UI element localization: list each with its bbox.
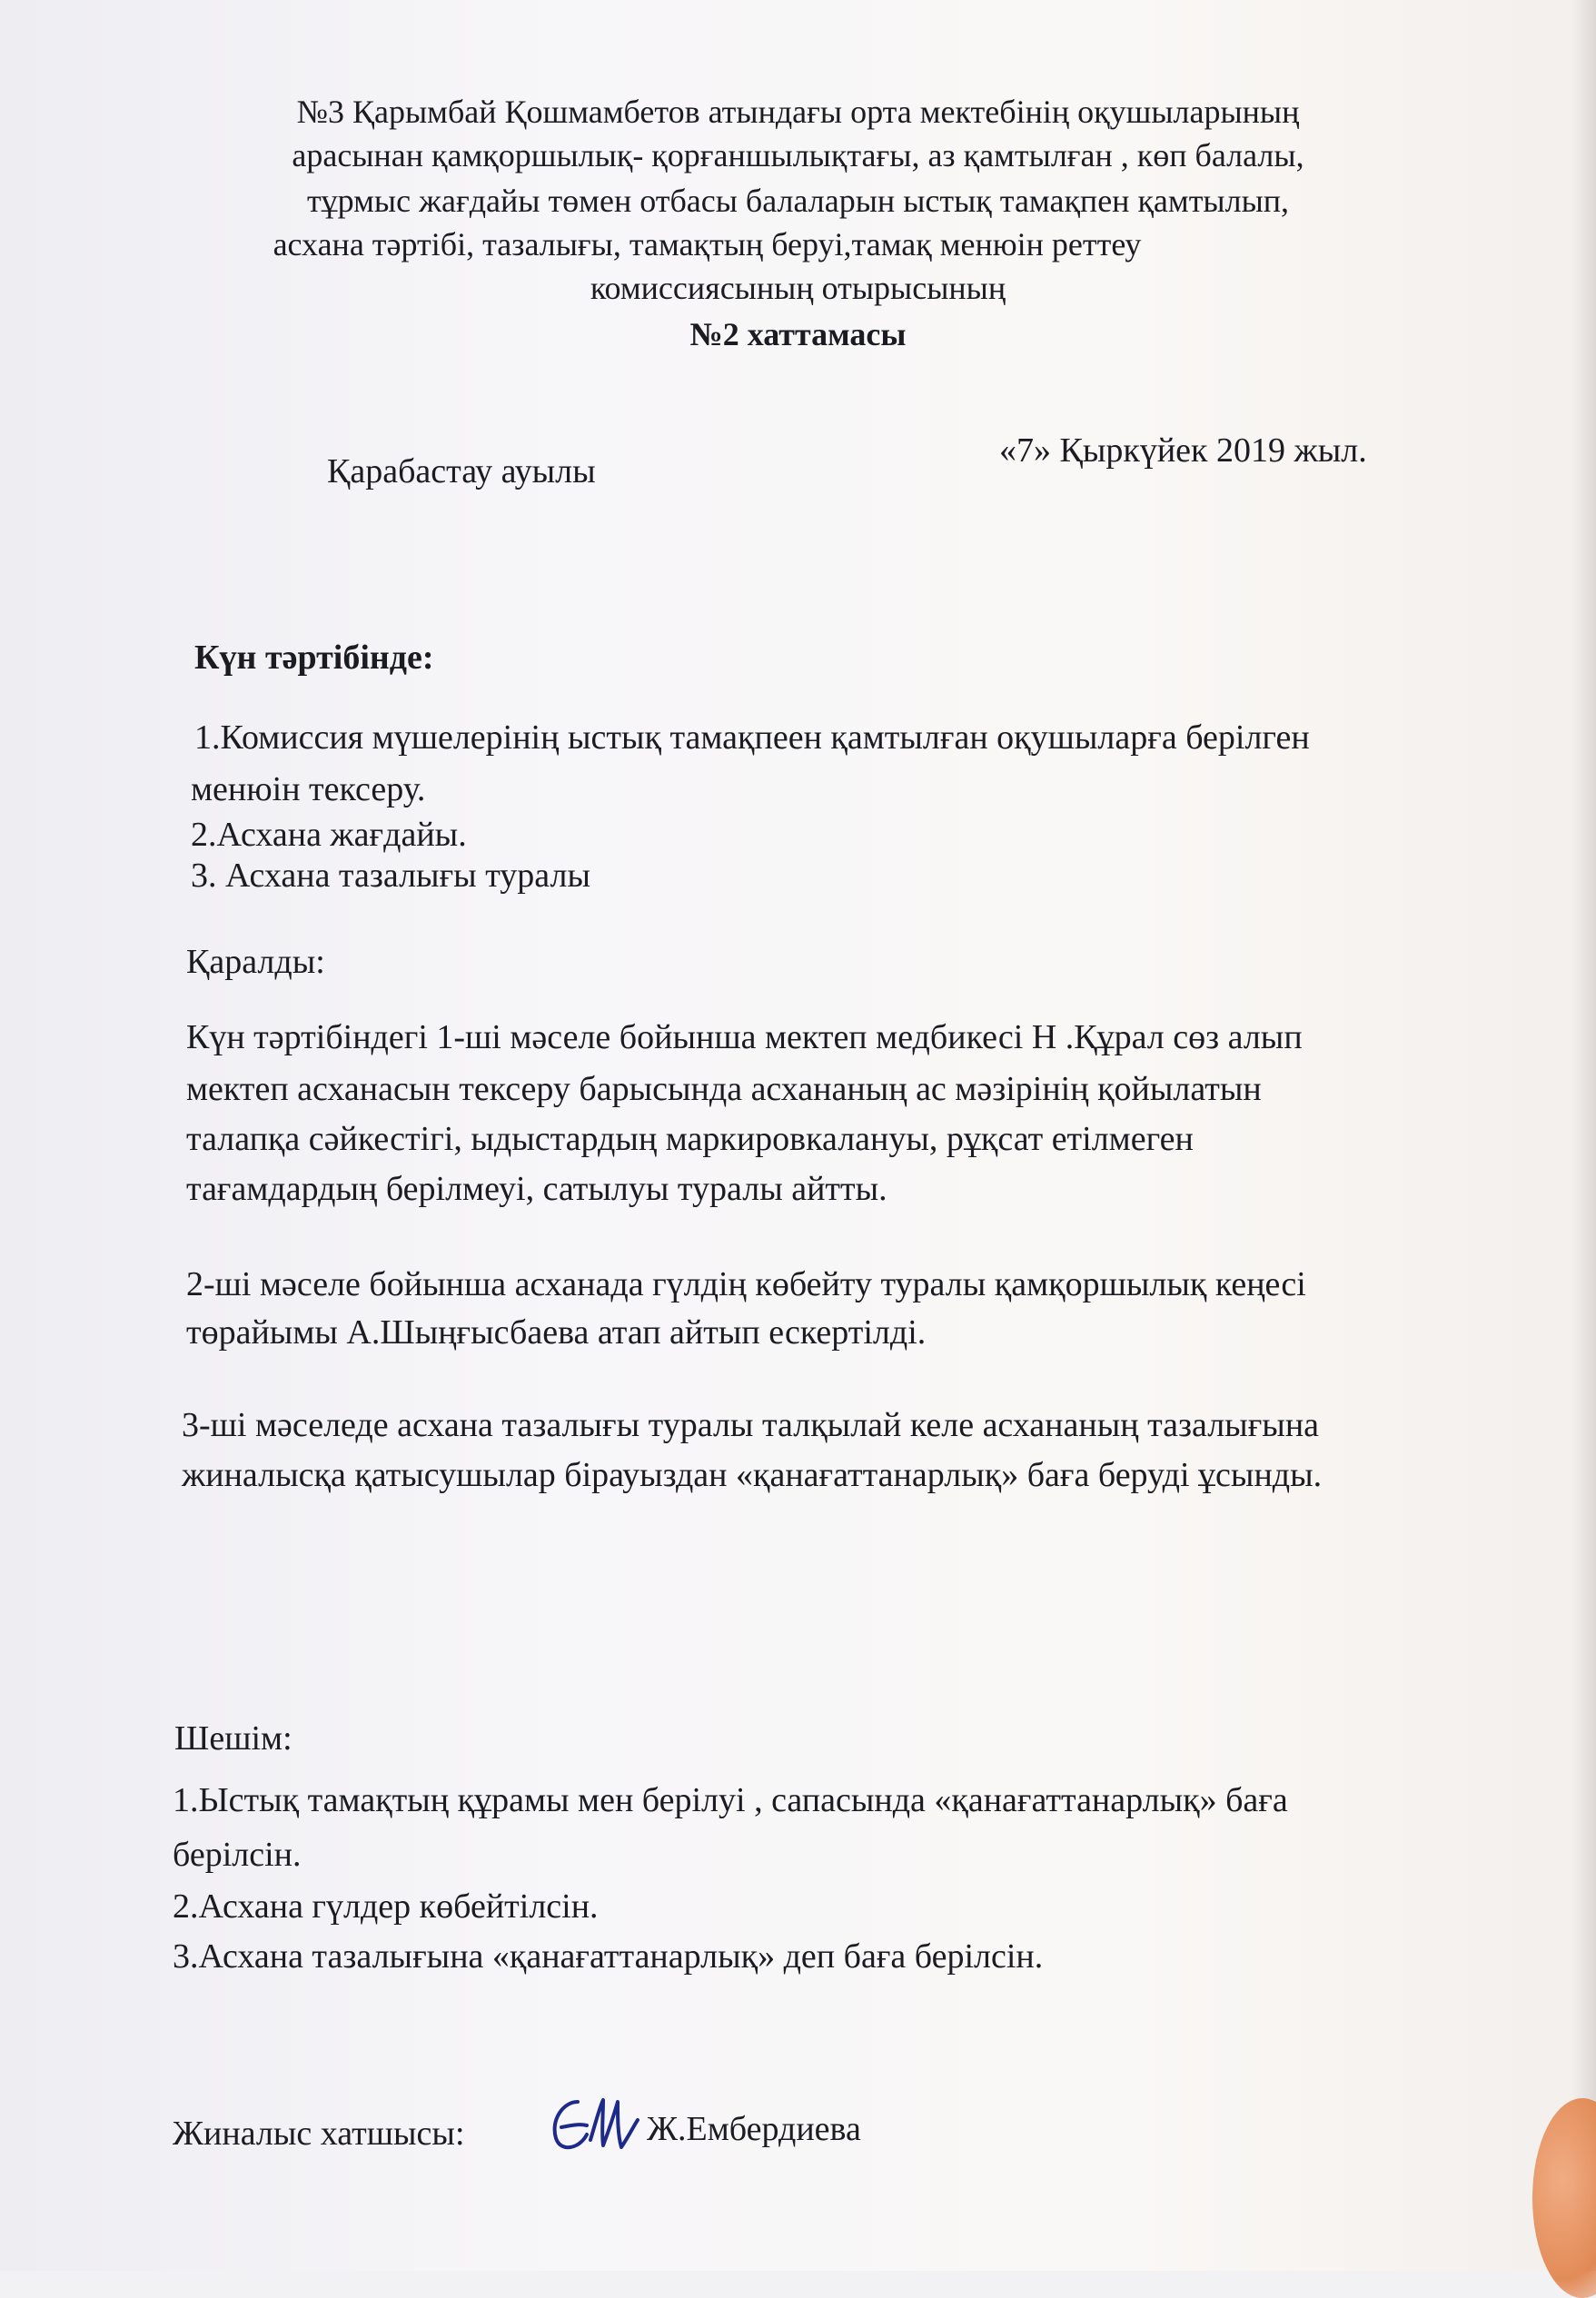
considered-p1-line-4: тағамдардың берілмеуі, сатылуы туралы айтты. bbox=[186, 1170, 887, 1208]
agenda-line-2: менюін тексеру. bbox=[191, 770, 426, 808]
considered-p3-line-2: жиналысқа қатысушылар бірауыздан «қанағаттанарлық» баға беруді ұсынды. bbox=[182, 1456, 1323, 1494]
decision-heading: Шешім: bbox=[174, 1719, 292, 1758]
agenda-line-1: 1.Комиссия мүшелерінің ыстық тамақпеен қамтылған оқушыларға берілген bbox=[194, 718, 1310, 757]
location: Қарабастау ауылы bbox=[327, 452, 596, 490]
agenda-line-4: 3. Асхана тазалығы туралы bbox=[191, 857, 590, 895]
agenda-line-3: 2.Асхана жағдайы. bbox=[191, 816, 467, 854]
decision-line-2: берілсін. bbox=[173, 1836, 302, 1874]
background-object bbox=[1532, 2098, 1596, 2298]
considered-p2-line-2: төрайымы А.Шыңғысбаева атап айтып ескертілді. bbox=[186, 1313, 927, 1352]
header-line-4: асхана тәртібі, тазалығы, тамақтың беруі,тамақ менюін реттеу bbox=[273, 226, 1142, 262]
considered-p1-line-2: мектеп асханасын тексеру барысында асхананың ас мәзірінің қойылатын bbox=[186, 1070, 1262, 1108]
agenda-heading: Күн тәртібінде: bbox=[194, 639, 434, 677]
secretary-name: Ж.Ембердиева bbox=[647, 2110, 861, 2148]
decision-line-4: 3.Асхана тазалығына «қанағаттанарлық» деп баға берілсін. bbox=[173, 1937, 1044, 1976]
decision-line-3: 2.Асхана гүлдер көбейтілсін. bbox=[173, 1887, 599, 1926]
header-line-5: комиссиясының отырысының bbox=[590, 270, 1006, 306]
considered-p3-line-1: 3-ші мәселеде асхана тазалығы туралы талқылай келе асхананың тазалығына bbox=[182, 1406, 1320, 1444]
protocol-title: №2 хаттамасы bbox=[689, 316, 907, 352]
considered-heading: Қаралды: bbox=[186, 943, 325, 981]
signature-label: Жиналыс хатшысы: bbox=[173, 2115, 465, 2153]
handwritten-signature bbox=[543, 2089, 643, 2162]
date: «7» Қыркүйек 2019 жыл. bbox=[999, 431, 1367, 470]
header-line-1: №3 Қарымбай Қошмамбетов атындағы орта мектебінің оқушыларының bbox=[296, 94, 1300, 130]
decision-line-1: 1.Ыстық тамақтың құрамы мен берілуі , сапасында «қанағаттанарлық» баға bbox=[173, 1781, 1288, 1819]
header-line-2: арасынан қамқоршылық- қорғаншылықтағы, аз қамтылған , көп балалы, bbox=[292, 137, 1304, 173]
considered-p1-line-1: Күн тәртібіндегі 1-ші мәселе бойынша мектеп медбикесі Н .Құрал сөз алып bbox=[186, 1018, 1303, 1056]
header-line-3: тұрмыс жағдайы төмен отбасы балаларын ыстық тамақпен қамтылып, bbox=[306, 183, 1290, 219]
considered-p1-line-3: талапқа сәйкестігі, ыдыстардың маркировкалануы, рұқсат етілмеген bbox=[186, 1120, 1194, 1158]
considered-p2-line-1: 2-ші мәселе бойынша асханада гүлдің көбейту туралы қамқоршылық кеңесі bbox=[186, 1265, 1306, 1303]
